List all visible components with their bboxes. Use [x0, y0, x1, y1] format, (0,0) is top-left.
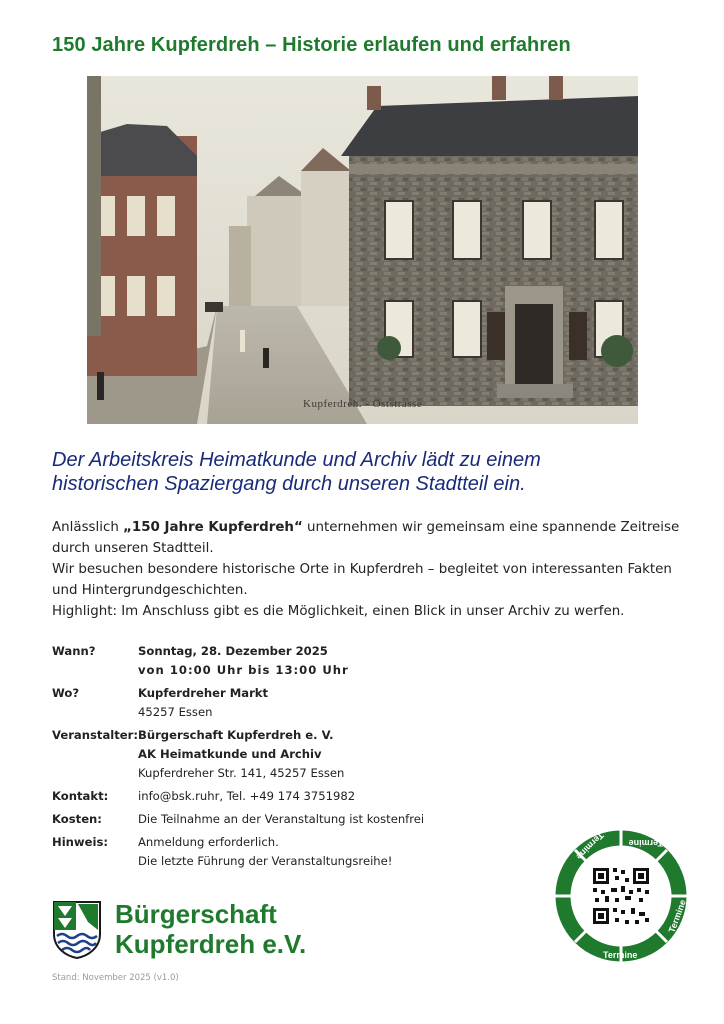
hint-line-2: Die letzte Führung der Veranstaltungsreihe! [138, 854, 393, 868]
organization-name [115, 899, 306, 959]
termine-qr-seal[interactable] [555, 830, 687, 962]
intro-p1-bold: „150 Jahre Kupferdreh“ [123, 520, 303, 535]
detail-label: Veranstalter: [52, 728, 138, 742]
detail-label: Kontakt: [52, 789, 109, 803]
intro-p1-suffix: unternehmen wir gemeinsam eine spannende Zeitreise durch unseren Stadtteil. [52, 520, 680, 556]
detail-row-wo [52, 684, 492, 722]
coat-of-arms-logo [52, 900, 102, 960]
seal-label-5: Termine [603, 950, 638, 960]
hint-line-1: Anmeldung erforderlich. [138, 835, 279, 849]
event-place: Kupferdreher Markt [138, 686, 269, 700]
detail-value [138, 642, 349, 680]
detail-label: Wo? [52, 686, 80, 700]
detail-label: Hinweis: [52, 835, 109, 849]
organizer-name: Bürgerschaft Kupferdreh e. V. [138, 728, 334, 742]
detail-row-kosten [52, 810, 492, 829]
detail-value [138, 684, 268, 722]
detail-label: Wann? [52, 644, 96, 658]
intro-p2: Wir besuchen besondere historische Orte in Kupferdreh – begleitet von interessanten Fakten und Hintergrundgeschichten. [52, 562, 672, 598]
detail-value [138, 787, 355, 806]
detail-label: Kosten: [52, 812, 102, 826]
event-date: Sonntag, 28. Dezember 2025 [138, 644, 328, 658]
seal-label-3: Termine [568, 886, 590, 922]
organizer-group: AK Heimatkunde und Archiv [138, 747, 322, 761]
event-details [52, 642, 492, 875]
seal-label-4: Termine [666, 898, 687, 935]
cost-info: Die Teilnahme an der Veranstaltung ist kostenfrei [138, 812, 425, 826]
detail-value [138, 833, 392, 871]
org-line-2: Kupferdreh e.V. [115, 929, 307, 959]
event-city: 45257 Essen [138, 705, 213, 719]
contact-info: info@bsk.ruhr, Tel. +49 174 3751982 [138, 789, 356, 803]
intro-p1-prefix: Anlässlich [52, 520, 124, 535]
invitation-text [52, 448, 672, 496]
detail-row-wann [52, 642, 492, 680]
detail-value [138, 810, 424, 829]
intro-p3: Highlight: Im Anschluss gibt es die Möglichkeit, einen Blick in unser Archiv zu werfen. [52, 604, 625, 619]
seal-label-1: Termine [574, 830, 606, 862]
invite-line-2: historischen Spaziergang durch unseren Stadtteil ein. [52, 473, 526, 495]
photo-caption: Kupferdreh. - Oststrasse [303, 398, 423, 410]
invite-line-1: Der Arbeitskreis Heimatkunde und Archiv lädt zu einem [52, 449, 541, 471]
page-title: 150 Jahre Kupferdreh – Historie erlaufen und erfahren [52, 34, 571, 56]
detail-value [138, 726, 344, 783]
seal-label-2: Termine [628, 838, 663, 848]
qr-code-icon [591, 866, 651, 926]
intro-p1 [52, 517, 692, 559]
detail-row-kontakt [52, 787, 492, 806]
intro-paragraph [52, 517, 692, 622]
version-note: Stand: November 2025 (v1.0) [52, 973, 179, 983]
historic-photo [87, 76, 638, 424]
event-time: von 10:00 Uhr bis 13:00 Uhr [138, 663, 349, 677]
org-line-1: Bürgerschaft [115, 899, 277, 929]
organizer-address: Kupferdreher Str. 141, 45257 Essen [138, 766, 345, 780]
detail-row-hinweis [52, 833, 492, 871]
detail-row-veranstalter [52, 726, 492, 783]
